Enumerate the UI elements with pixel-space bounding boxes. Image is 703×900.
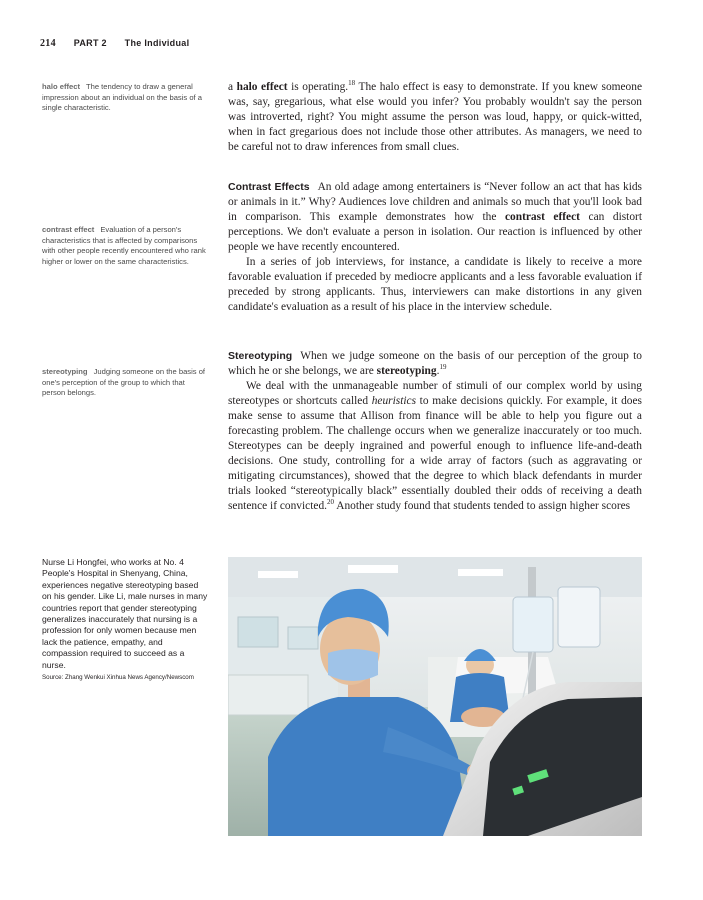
- bed-far: [228, 675, 308, 715]
- iv-bag: [558, 587, 600, 647]
- halo-paragraph: a halo effect is operating.$^{18}$ The halo effect is easy to demonstrate. If you knew someone was, say, gregarious, what else would you infer? You probably wouldn't say the person was introverted, right? You might assume the person was loud, happy, or quick-witted, when in fact gregarious does not include those other attributes. As managers, we need to be careful not to draw inferences from small clues.: [228, 79, 643, 153]
- endnote-ref: 18: [348, 79, 356, 88]
- hospital-photo: [228, 557, 642, 836]
- key-term-stereotyping: stereotyping: [376, 365, 437, 377]
- glossary-term: contrast effect: [42, 225, 95, 234]
- section-heading-contrast-effects: Contrast Effects: [228, 181, 310, 193]
- contrast-paragraph-2: In a series of job interviews, for instance, a candidate is likely to receive a more favorable evaluation if preceded by mediocre applicants and a less favorable evaluation if preceded by strong applicants. Thus, interviewers can make distortions in any given candidate's evaluation as a result of his place in the interview schedule.: [228, 256, 642, 313]
- glossary-halo-effect: [42, 82, 210, 114]
- window-panel: [288, 627, 318, 649]
- glossary-term: halo effect: [42, 82, 80, 91]
- italic-heuristics: heuristics: [371, 395, 417, 407]
- photo-caption: [42, 557, 210, 682]
- part-label: PART 2: [73, 38, 107, 48]
- endnote-ref: 19: [439, 363, 447, 372]
- contrast-effects-section: Contrast Effects An old adage among entertainers is “Never follow an act that has kids or animals in it.” Why? Audiences love children and animals so much that you'll look bad in comparison. This example demonstrates how the contrast effect can distort perceptions. We don't evaluate a person in isolation. Our reaction is influenced by other people we have recently encountered. In a series of job interviews, for instance, a candidate is likely to receive a more favorable evaluation if preceded by mediocre applicants and a less favorable evaluation if preceded by strong applicants. Thus, interviewers can make distortions in any given candidate's evaluation as a result of his place in the interview schedule.: [228, 181, 642, 313]
- surgical-mask: [328, 649, 378, 681]
- caption-text: Nurse Li Hongfei, who works at No. 4 People's Hospital in Shenyang, China, experiences negative stereotyping based on his gender. Like Li, male nurses in many countries report that gender stereotyping generalizes inaccurately that nursing is a profession for only women because men lack the patience, empathy, and compassion required to succeed as a nurse.: [42, 557, 208, 670]
- endnote-ref: 20: [327, 498, 334, 507]
- glossary-definition: Evaluation of a person's characteristics that is affected by comparisons with other people recently encountered who rank higher or lower on the same characteristics.: [42, 225, 206, 266]
- window-panel: [238, 617, 278, 647]
- glossary-stereotyping: [42, 367, 210, 399]
- glossary-definition: Judging someone on the basis of one's perception of the group to which that person belongs.: [42, 367, 206, 398]
- glossary-definition: The tendency to draw a general impression about an individual on the basis of a single characteristic.: [42, 82, 202, 113]
- iv-bag: [513, 597, 553, 652]
- ceiling-light: [458, 569, 503, 576]
- page-number: 214: [40, 38, 56, 49]
- key-term-contrast-effect: contrast effect: [505, 211, 580, 223]
- nurse-illustration: [228, 557, 642, 836]
- section-heading-stereotyping: Stereotyping: [228, 350, 293, 362]
- ceiling-light: [258, 571, 298, 578]
- photo-source: Source: Zhang Wenkui Xinhua News Agency/Newscom: [42, 674, 194, 682]
- key-term-halo-effect: halo effect: [236, 81, 288, 93]
- stereotyping-section: Stereotyping When we judge someone on the basis of our perception of the group to which he or she belongs, we are stereotyping.$^{19}$ We deal with the unmanageable number of stimuli of our complex world by using stereotypes or shortcuts called heuristics to make decisions quickly. For example, it does make sense to assume that Allison from finance will be able to help you figure out a forecasting problem. The challenge occurs when we generalize inaccurately or too much. Stereotypes can be deeply ingrained and powerful enough to influence life-and-death decisions. One study, controlling for a wide array of factors (such as aggravating or mitigating circumstances), showed that the degree to which black defendants in murder trials looked “stereotypically black” essentially doubled their odds of receiving a death sentence if convicted.$^{20}$ Another study found that students tended to assign higher scores: [228, 350, 642, 512]
- glossary-term: stereotyping: [42, 367, 88, 376]
- running-header: [40, 38, 204, 49]
- part-title: The Individual: [124, 38, 190, 48]
- ceiling-light: [348, 565, 398, 573]
- glossary-contrast-effect: [42, 225, 210, 267]
